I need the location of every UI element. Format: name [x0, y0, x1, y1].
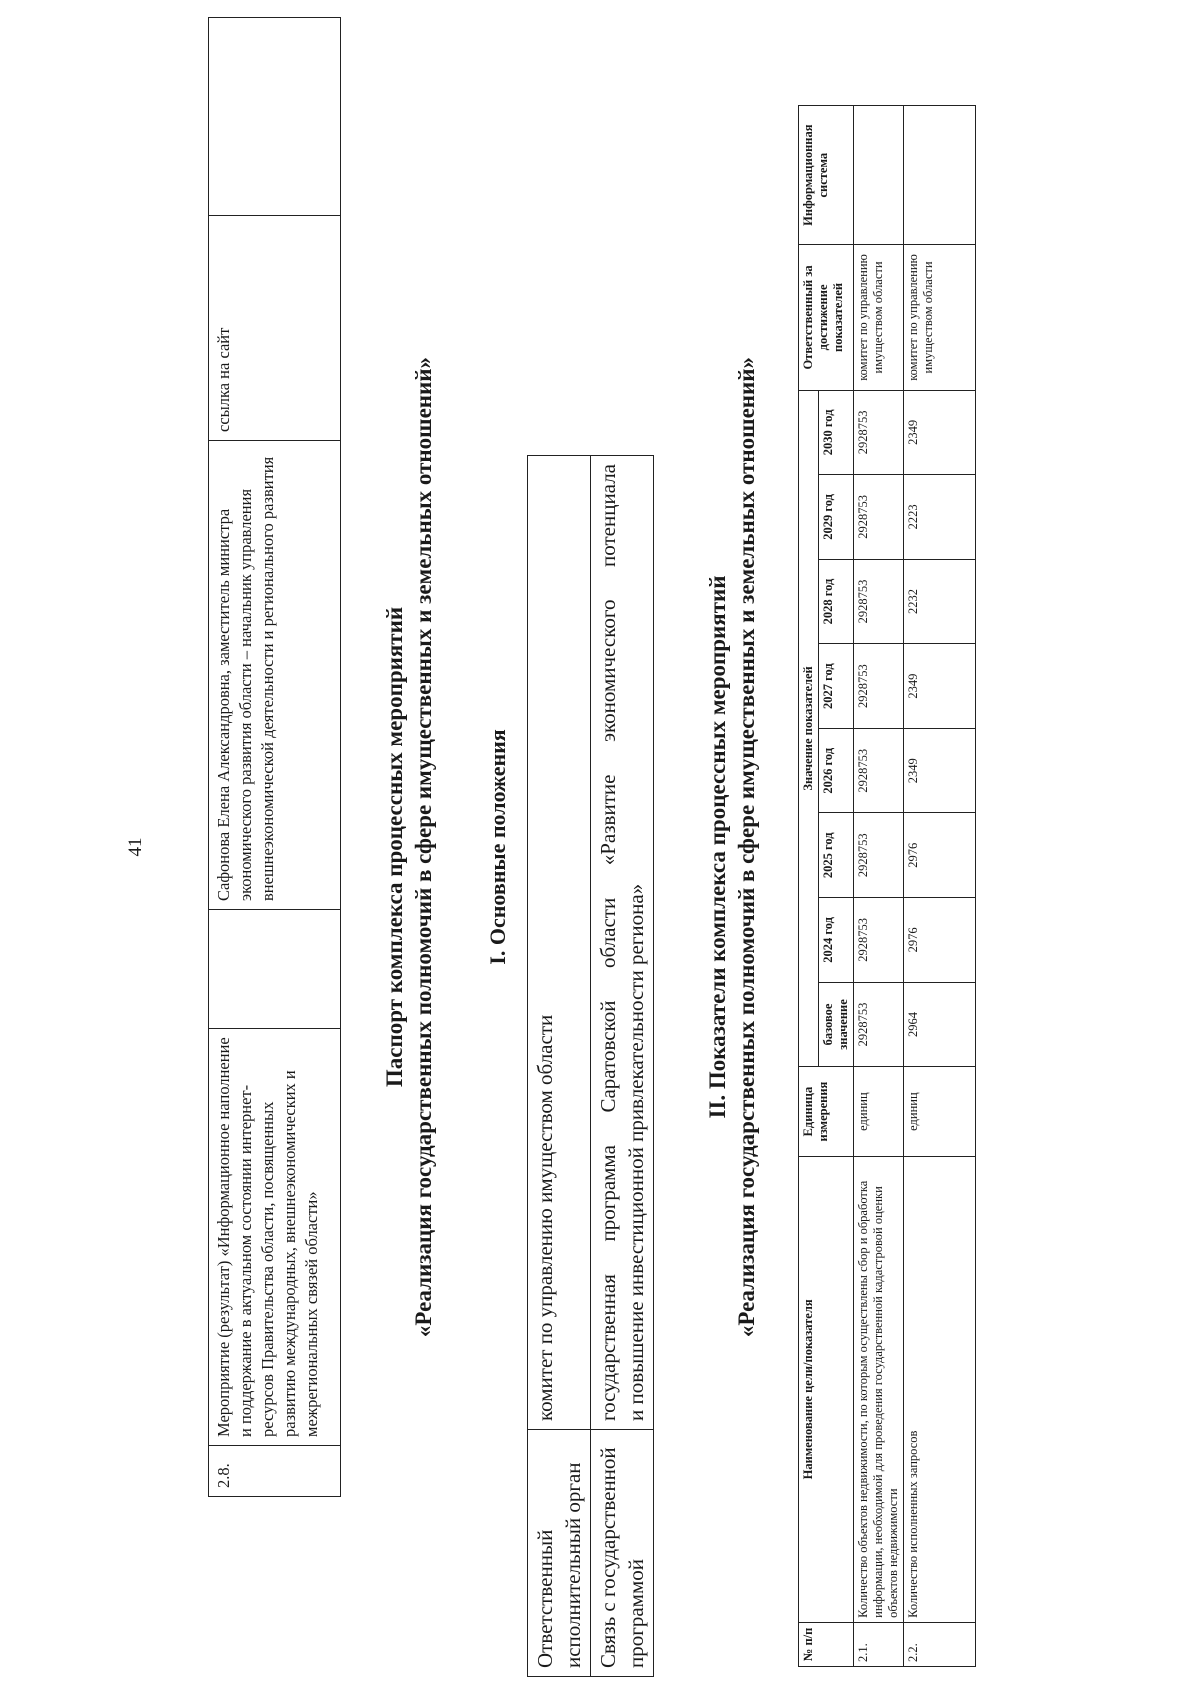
section2-title-line1: II. Показатели комплекса процессных мероприятий: [705, 575, 730, 1119]
table-row: [591, 456, 654, 1677]
indicator-value: 2232: [904, 559, 976, 644]
header-year: 2029 год: [819, 475, 854, 560]
empty-cell: [209, 910, 341, 1029]
indicator-value: 2928753: [854, 898, 904, 983]
row-number: 2.1.: [854, 1622, 904, 1666]
indicator-value: 2928753: [854, 728, 904, 813]
program-link-label: Связь с государственной программой: [591, 1430, 654, 1677]
indicator-value: 2976: [904, 813, 976, 898]
indicator-system: [854, 106, 904, 245]
indicator-responsible: комитет по управлению имуществом области: [904, 245, 976, 390]
header-values-group: Значение показателей: [799, 390, 819, 1067]
table-row: [854, 106, 904, 1667]
basic-provisions-table: [527, 455, 654, 1677]
event-table: [208, 17, 341, 1497]
header-base: базовое значение: [819, 982, 854, 1067]
section2-title-line2: «Реализация государственных полномочий в сфере имущественных и земельных отношений»: [734, 356, 759, 1338]
header-year: 2025 год: [819, 813, 854, 898]
header-year: 2028 год: [819, 559, 854, 644]
indicators-table: [798, 105, 976, 1667]
table-row: [528, 456, 591, 1677]
table-row: [209, 18, 341, 1497]
passport-title: [380, 147, 438, 1547]
indicator-base: 2928753: [854, 982, 904, 1067]
program-link-value-line1: государственная программа Саратовской области «Развитие экономического потенциала: [596, 464, 620, 1421]
indicator-value: 2349: [904, 644, 976, 729]
responsible-person: Сафонова Елена Александровна, заместитель министра экономического развития области – начальник управления внешнеэкономической деятельности и регионального развития: [209, 441, 341, 910]
indicator-name: Количество исполненных запросов: [904, 1156, 976, 1622]
program-link-value: [591, 456, 654, 1430]
indicator-value: 2976: [904, 898, 976, 983]
responsible-value: комитет по управлению имуществом области: [528, 456, 591, 1430]
indicator-value: 2223: [904, 475, 976, 560]
indicator-system: [904, 106, 976, 245]
indicator-value: 2928753: [854, 644, 904, 729]
section2-title: [703, 147, 761, 1547]
indicator-value: 2349: [904, 728, 976, 813]
header-unit: Единица измерения: [799, 1067, 854, 1157]
header-year: 2030 год: [819, 390, 854, 475]
indicator-value: 2928753: [854, 475, 904, 560]
header-system: Информационная система: [799, 106, 854, 245]
indicator-value: 2928753: [854, 813, 904, 898]
indicator-value: 2928753: [854, 559, 904, 644]
indicator-value: 2349: [904, 390, 976, 475]
header-year: 2024 год: [819, 898, 854, 983]
program-link-value-line2: и повышение инвестиционной привлекательности региона»: [624, 883, 648, 1421]
empty-cell: [209, 18, 341, 216]
document-link: ссылка на сайт: [209, 216, 341, 441]
responsible-label: Ответственный исполнительный орган: [528, 1430, 591, 1677]
table-row: [904, 106, 976, 1667]
header-year: 2026 год: [819, 728, 854, 813]
event-description: Мероприятие (результат) «Информационное наполнение и поддержание в актуальном состоянии интернет-ресурсов Правительства области, посвященных развитию международных, внешнеэкономических и межрегиональных связей области»: [209, 1029, 341, 1446]
passport-title-line1: Паспорт комплекса процессных мероприятий: [382, 606, 407, 1088]
indicator-unit: единиц: [904, 1067, 976, 1157]
passport-title-line2: «Реализация государственных полномочий в сфере имущественных и земельных отношений»: [411, 356, 436, 1338]
indicator-base: 2964: [904, 982, 976, 1067]
indicator-name: Количество объектов недвижимости, по которым осуществлены сбор и обработка информации, необходимой для проведения государственной кадастровой оценки объектов недвижимости: [854, 1156, 904, 1622]
row-number: 2.2.: [904, 1622, 976, 1666]
row-number: 2.8.: [209, 1446, 341, 1497]
indicator-value: 2928753: [854, 390, 904, 475]
indicator-unit: единиц: [854, 1067, 904, 1157]
page-number: 41: [125, 837, 146, 857]
header-year: 2027 год: [819, 644, 854, 729]
header-row: [799, 106, 819, 1667]
section1-title: I. Основные положения: [485, 729, 510, 965]
header-number: № п/п: [799, 1622, 854, 1666]
header-name: Наименование цели/показателя: [799, 1156, 854, 1622]
indicator-responsible: комитет по управлению имуществом области: [854, 245, 904, 390]
header-responsible: Ответственный за достижение показателей: [799, 245, 854, 390]
